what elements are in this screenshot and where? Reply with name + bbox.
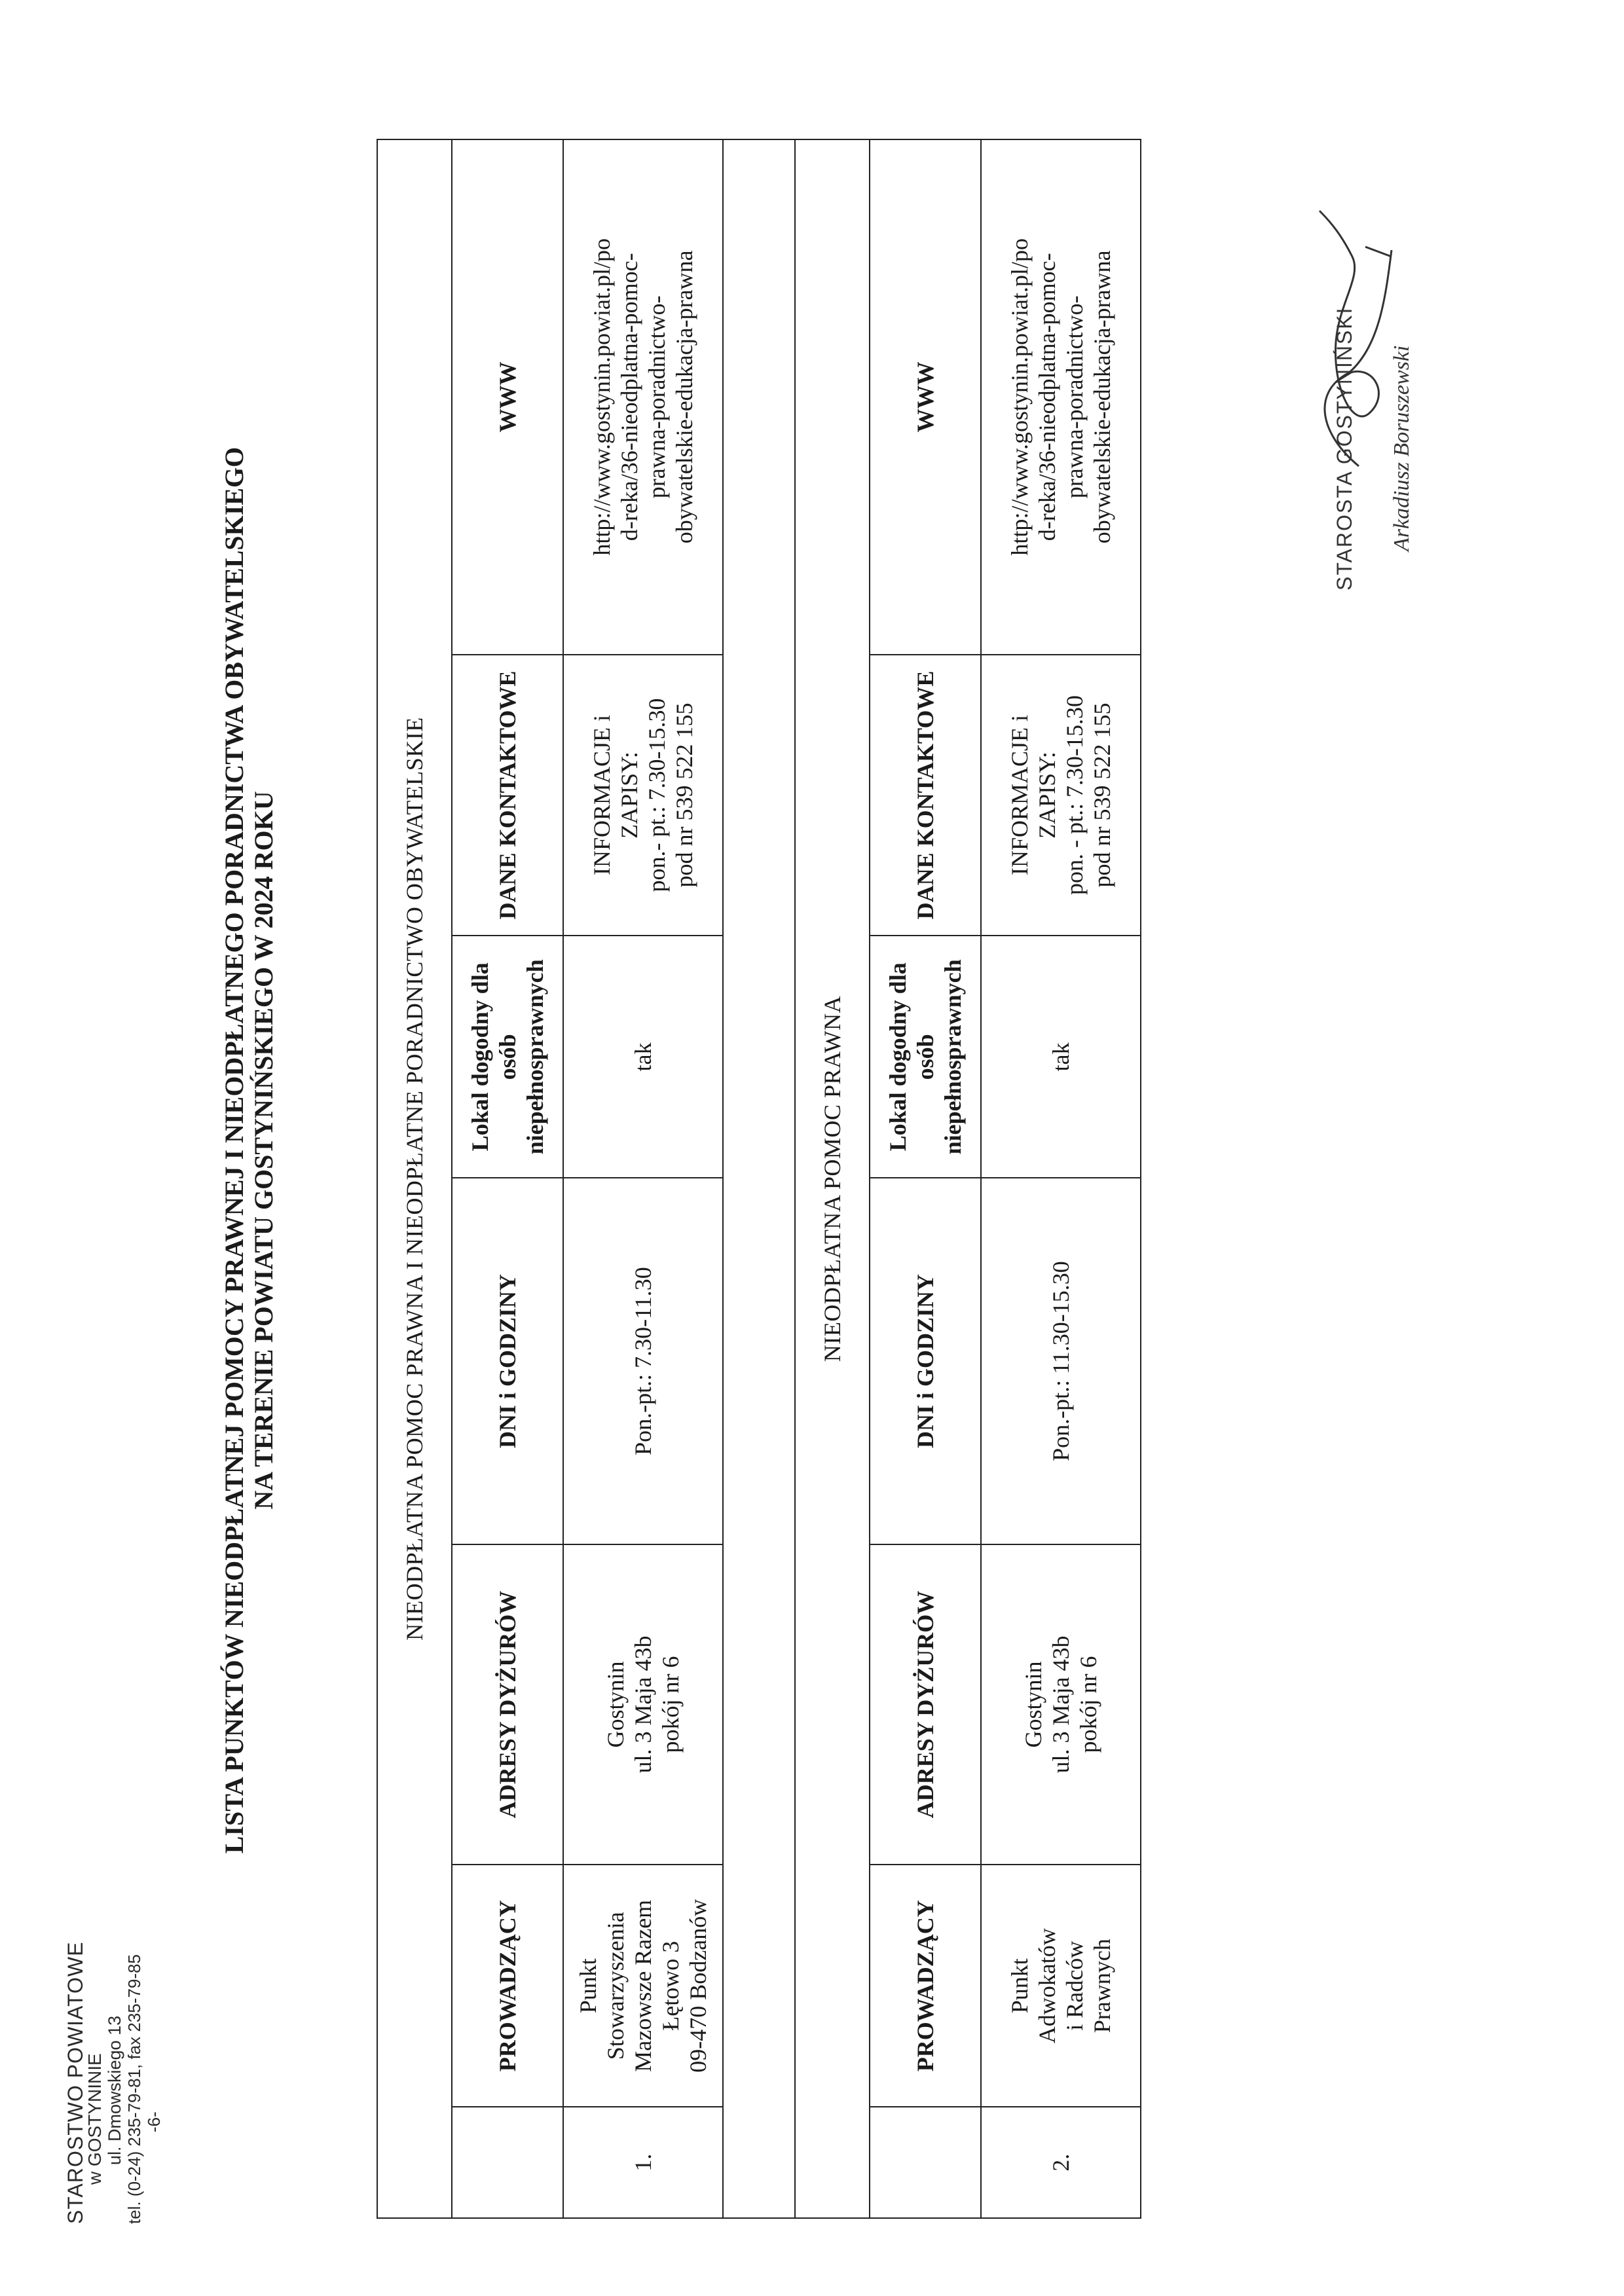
text-line: Mazowsze Razem — [630, 1899, 656, 2072]
header-no — [452, 2107, 563, 2218]
header-provider: PROWADZĄCY — [452, 1865, 563, 2107]
text-line: Prawnych — [1089, 1939, 1115, 2033]
stamp-line: tel. (0-24) 235-79-81, fax 235-79-85 — [124, 1954, 144, 2224]
url-line: d-reka/36-nieodplatna-pomoc- — [616, 253, 642, 541]
document-subtitle: NA TERENIE POWIATU GOSTYNIŃSKIEGO W 2024 ROKU — [249, 791, 278, 1510]
accessible-cell: tak — [981, 936, 1141, 1178]
header-provider: PROWADZĄCY — [870, 1865, 981, 2107]
contact-cell — [981, 655, 1141, 936]
section-title: NIEODPŁATNA POMOC PRAWNA I NIEODPŁATNE PORADNICTWO OBYWATELSKIE — [377, 139, 452, 2218]
header-www: WWW — [870, 139, 981, 655]
header-contact: DANE KONTAKTOWE — [452, 655, 563, 936]
contact-cell — [563, 655, 723, 936]
header-hours: DNI i GODZINY — [452, 1178, 563, 1544]
header-hours: DNI i GODZINY — [870, 1178, 981, 1544]
url-line: http://www.gostynin.powiat.pl/po — [1006, 238, 1033, 556]
document-title: LISTA PUNKTÓW NIEODPŁATNEJ POMOCY PRAWNEJ I NIEODPŁATNEGO PORADNICTWA OBYWATELSKIEGO — [219, 446, 249, 1854]
points-table — [377, 139, 1141, 2219]
accessible-cell: tak — [563, 936, 723, 1178]
text-line: INFORMACJE i — [589, 714, 615, 876]
row-number: 1. — [563, 2107, 723, 2218]
text-line: pod nr 539 522 155 — [1089, 702, 1115, 888]
url-line: prawna-poradnictwo- — [1061, 295, 1088, 499]
text-line: pokój nr 6 — [657, 1656, 684, 1753]
text-line: Stowarzyszenia — [602, 1912, 629, 2060]
table-header-row — [452, 139, 563, 2218]
text-line: ul. 3 Maja 43b — [630, 1635, 656, 1774]
text-line: INFORMACJE i — [1006, 714, 1033, 876]
url-line: obywatelskie-edukacja-prawna — [671, 250, 697, 544]
office-stamp — [65, 1942, 164, 2224]
handwritten-signature — [1306, 198, 1405, 473]
text-line: Gostynin — [1020, 1661, 1046, 1748]
text-line: Łętowo 3 — [657, 1941, 684, 2031]
stamp-line: -6- — [144, 2111, 164, 2132]
section-spacer — [723, 139, 795, 2218]
table-row — [981, 139, 1141, 2218]
hours-cell: Pon.-pt.: 7.30-11.30 — [563, 1178, 723, 1544]
header-www: WWW — [452, 139, 563, 655]
text-line: Punkt — [575, 1958, 601, 2014]
stamp-line: STAROSTWO POWIATOWE — [64, 1941, 87, 2224]
header-address: ADRESY DYŻURÓW — [452, 1544, 563, 1865]
hours-cell: Pon.-pt.: 11.30-15.30 — [981, 1178, 1141, 1544]
table-row — [563, 139, 723, 2218]
header-contact: DANE KONTAKTOWE — [870, 655, 981, 936]
header-no — [870, 2107, 981, 2218]
signature-block — [1333, 73, 1414, 610]
header-accessible: Lokal dogodny dla osób niepełnosprawnych — [870, 936, 981, 1178]
signatory-name: Arkadiusz Boruszewski — [1390, 345, 1414, 551]
www-cell — [981, 139, 1141, 655]
section-header — [377, 139, 452, 2218]
text-line: pon.- pt.: 7.30-15.30 — [644, 698, 670, 892]
text-line: pod nr 539 522 155 — [671, 702, 697, 888]
section-header — [795, 139, 870, 2218]
url-line: http://www.gostynin.powiat.pl/po — [589, 238, 615, 556]
text-line: ZAPISY: — [616, 752, 642, 839]
text-line: Punkt — [1006, 1958, 1033, 2014]
stamp-line: ul. Dmowskiego 13 — [105, 2015, 124, 2165]
text-line: pon. - pt.: 7.30-15.30 — [1061, 695, 1088, 895]
row-number: 2. — [981, 2107, 1141, 2218]
text-line: ZAPISY: — [1034, 752, 1060, 839]
text-line: 09-470 Bodzanów — [685, 1899, 711, 2073]
url-line: prawna-poradnictwo- — [644, 295, 670, 499]
url-line: d-reka/36-nieodplatna-pomoc- — [1034, 253, 1060, 541]
text-line: i Radców — [1061, 1941, 1088, 2031]
address-cell — [981, 1544, 1141, 1865]
table-header-row — [870, 139, 981, 2218]
provider-cell — [563, 1865, 723, 2107]
text-line: Gostynin — [602, 1661, 629, 1748]
stamp-line: w GOSTYNINIE — [84, 2053, 105, 2185]
www-cell — [563, 139, 723, 655]
signatory-role: STAROSTA GOSTYNIŃSKI — [1333, 306, 1356, 591]
text-line: ul. 3 Maja 43b — [1048, 1635, 1074, 1774]
provider-cell — [981, 1865, 1141, 2107]
text-line: Adwokatów — [1034, 1928, 1060, 2044]
url-line: obywatelskie-edukacja-prawna — [1089, 250, 1115, 544]
section-title: NIEODPŁATNA POMOC PRAWNA — [795, 139, 870, 2218]
header-accessible: Lokal dogodny dla osób niepełnosprawnych — [452, 936, 563, 1178]
header-address: ADRESY DYŻURÓW — [870, 1544, 981, 1865]
address-cell — [563, 1544, 723, 1865]
text-line: pokój nr 6 — [1075, 1656, 1101, 1753]
